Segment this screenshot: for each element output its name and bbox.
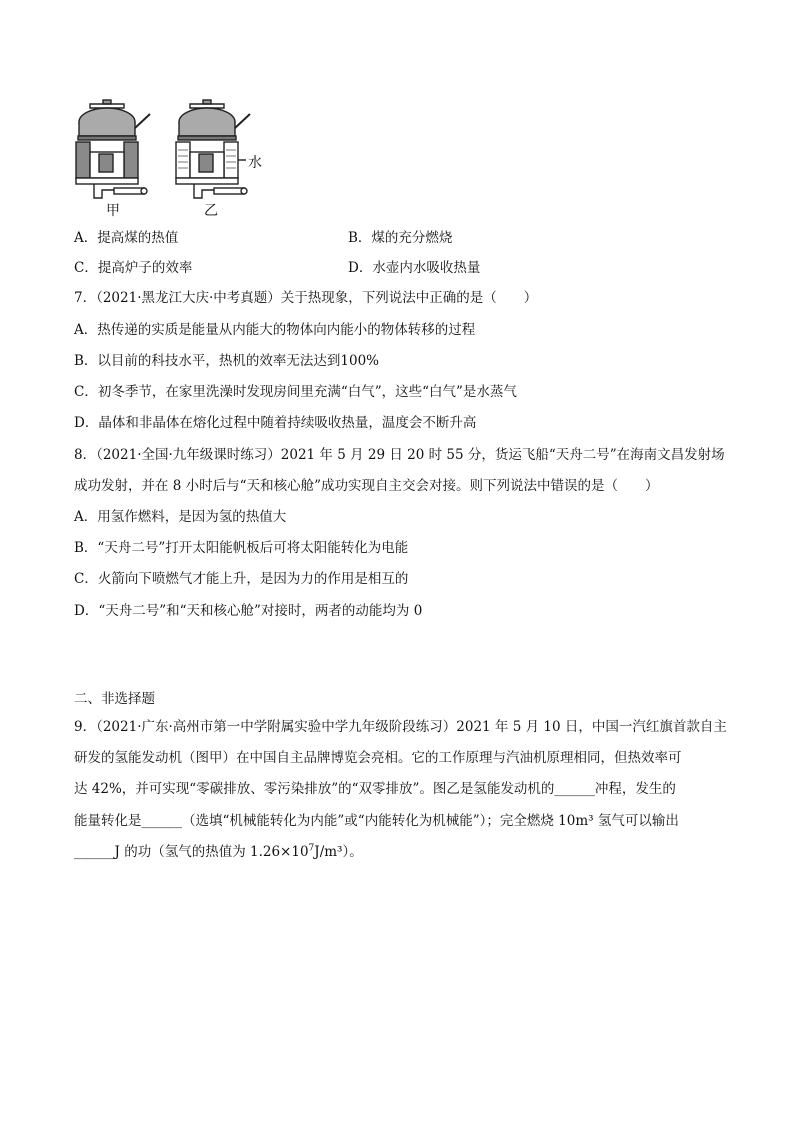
stove-figure: [72, 96, 272, 220]
q9-line-4: 能量转化是______（选填“机械能转化为内能”或“内能转化为机械能”）；完全燃烧 10m³ 氢气可以输出: [74, 813, 679, 829]
figure-label-yi: 乙: [204, 203, 218, 219]
stove-left: [76, 142, 147, 198]
q8-stem-line-1: 8．（2021·全国·九年级课时练习）2021 年 5 月 29 日 20 时 55 分，货运飞船“天舟二号”在海南文昌发射场: [74, 447, 725, 463]
kettle-stove-illustration: [72, 96, 272, 220]
figure-label-jia: 甲: [106, 203, 120, 219]
q9-line-1: 9．（2021·广东·高州市第一中学附属实验中学九年级阶段练习）2021 年 5 月 10 日，中国一汽红旗首款自主: [74, 719, 727, 735]
q8-option-b: B．“天舟二号”打开太阳能帆板后可将太阳能转化为电能: [74, 540, 409, 556]
q9-line-5-part-b: J/m³）。: [314, 844, 363, 860]
q9-line-5: [74, 842, 363, 862]
q6-option-b: B．煤的充分燃烧: [348, 230, 453, 246]
q7-option-b: B．以目前的科技水平，热机的效率无法达到100%: [74, 353, 380, 369]
q7-stem: 7．（2021·黑龙江大庆·中考真题）关于热现象，下列说法中正确的是（ ）: [74, 290, 538, 306]
stove-right: [176, 142, 247, 198]
q8-option-d: D．“天舟二号”和“天和核心舱”对接时，两者的动能均为 0: [74, 603, 423, 619]
kettle-right: [178, 100, 250, 140]
q9-line-5-part-a: ______J 的功（氢气的热值为 1.26×10: [74, 844, 309, 860]
section-title: 二、非选择题: [74, 691, 155, 707]
kettle-left: [78, 100, 150, 140]
q6-option-c: C．提高炉子的效率: [74, 260, 193, 276]
q8-option-c: C．火箭向下喷燃气才能上升，是因为力的作用是相互的: [74, 571, 409, 587]
q7-option-d: D．晶体和非晶体在熔化过程中随着持续吸收热量，温度会不断升高: [74, 415, 477, 431]
q6-option-d: D．水壶内水吸收热量: [348, 260, 481, 276]
q6-option-a: A．提高煤的热值: [74, 230, 179, 246]
q7-option-a: A．热传递的实质是能量从内能大的物体向内能小的物体转移的过程: [74, 322, 476, 338]
q9-line-2: 研发的氢能发动机（图甲）在中国自主品牌博览会亮相。它的工作原理与汽油机原理相同，但热效率可: [74, 750, 682, 766]
figure-label-water: 水: [248, 155, 262, 171]
q9-line-3: 达 42%，并可实现“零碳排放、零污染排放”的“双零排放”。图乙是氢能发动机的______冲程，发生的: [74, 781, 676, 797]
q9-exponent: 7: [308, 843, 315, 854]
q8-stem-line-2: 成功发射，并在 8 小时后与“天和核心舱”成功实现自主交会对接。则下列说法中错误的是（ ）: [74, 478, 659, 494]
q8-option-a: A．用氢作燃料，是因为氢的热值大: [74, 509, 287, 525]
q7-option-c: C．初冬季节，在家里洗澡时发现房间里充满“白气”，这些“白气”是水蒸气: [74, 384, 517, 400]
